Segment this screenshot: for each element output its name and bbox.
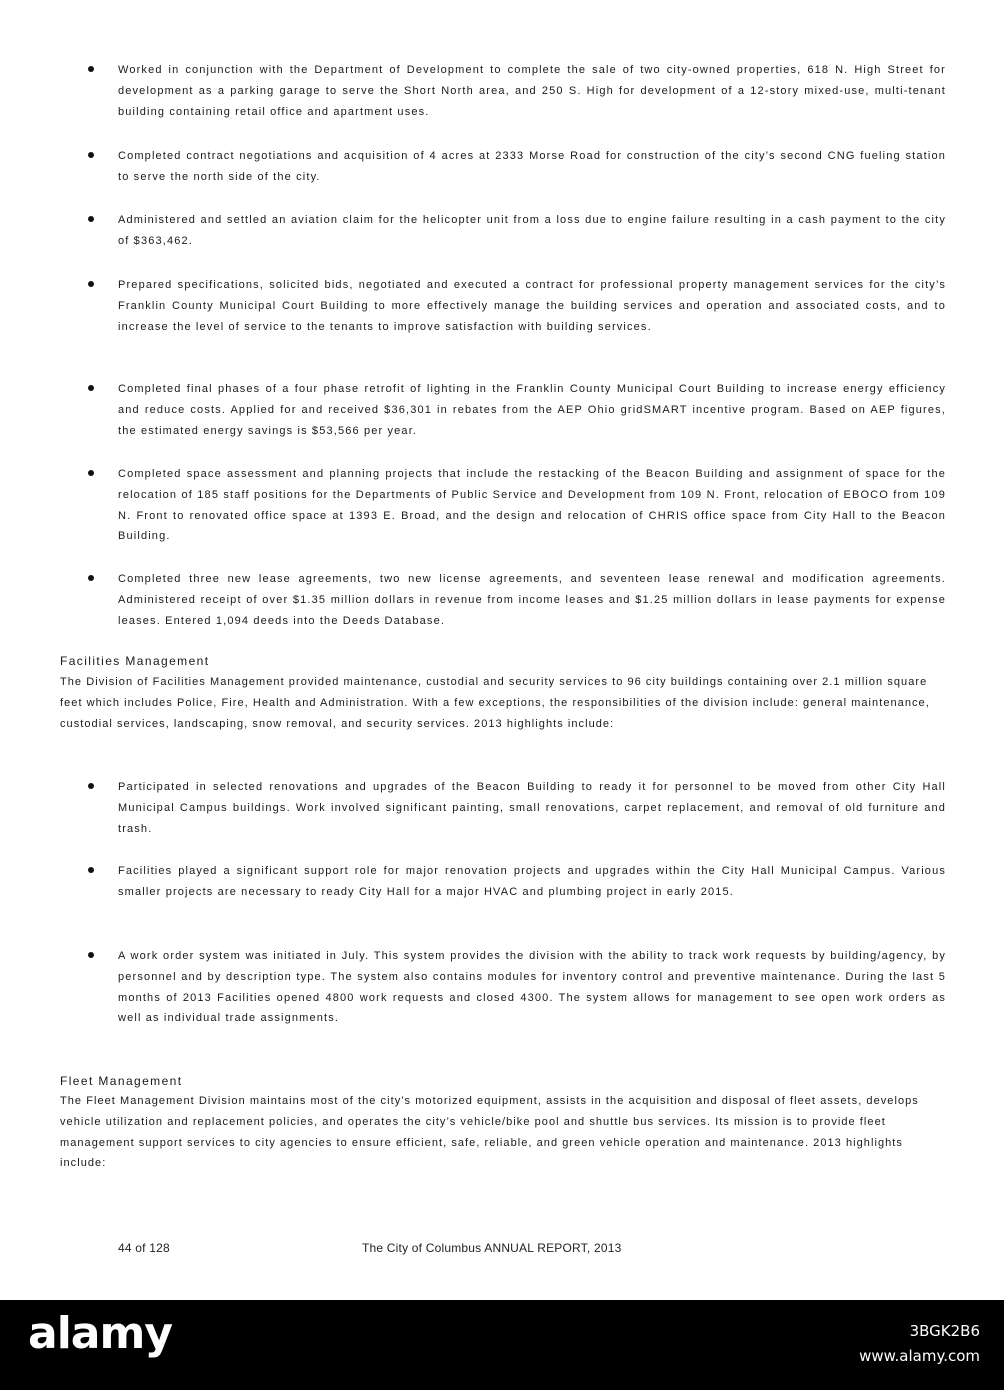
bullet-property-management: Prepared specifications, solicited bids, negotiated and executed a contract for professional property management services for the city’s Franklin County Municipal Court Building to more effectively manage the building services and operation and associated costs, and to increase the level of service to the tenants to improve satisfaction with building services. — [88, 275, 946, 337]
facilities-intro: The Division of Facilities Management provided maintenance, custodial and security services to 96 city buildings containing over 2.1 million square feet which includes Police, Fire, Health and Administration. With a few exceptions, the responsibilities of the division include: general maintenance, custodial services, landscaping, snow removal, and security services. 2013 highlights include: — [60, 676, 930, 730]
bullet-work-order-system: A work order system was initiated in July. This system provides the division with the ability to track work requests by building/agency, by personnel and by description type. The system also contains modules for inventory control and preventive maintenance. During the last 5 months of 2013 Facilities opened 4800 work requests and closed 4300. The system allows for management to see open work orders as well as individual trade assignments. — [88, 946, 946, 1029]
bullet-lease-agreements: Completed three new lease agreements, two new license agreements, and seventeen lease renewal and modification agreements. Administered receipt of over $1.35 million dollars in revenue from income leases and $1.25 million dollars in lease payments for expense leases. Entered 1,094 deeds into the Deeds Database. — [88, 569, 946, 631]
image-id: 3BGK2B6 — [909, 1322, 980, 1340]
page-number: 44 of 128 — [118, 1241, 170, 1255]
fleet-intro: The Fleet Management Division maintains most of the city’s motorized equipment, assists in the acquisition and disposal of fleet assets, develops vehicle utilization and replacement policies, and operates the city’s vehicle/bike pool and shuttle bus services. Its mission is to provide fleet management support services to city agencies to ensure efficient, safe, reliable, and green vehicle operation and maintenance. 2013 highlights include: — [60, 1095, 919, 1170]
bullet-city-hall-support: Facilities played a significant support role for major renovation projects and upgrades within the City Hall Municipal Campus. Various smaller projects are necessary to ready City Hall for a major HVAC and plumbing project in early 2015. — [88, 861, 946, 903]
bullet-space-assessment: Completed space assessment and planning projects that include the restacking of the Beacon Building and assignment of space for the relocation of 185 staff positions for the Departments of Public Service and Development from 109 N. Front, relocation of EBOCO from 109 N. Front to renovated office space at 1393 E. Broad, and the design and relocation of CHRIS office space from City Hall to the Beacon Building. — [88, 464, 946, 547]
bullet-property-sale: Worked in conjunction with the Department of Development to complete the sale of two city-owned properties, 618 N. High Street for development as a parking garage to serve the Short North area, and 250 S. High for development of a 12-story mixed-use, multi-tenant building containing retail office and apartment uses. — [88, 60, 946, 122]
bullet-lighting-retrofit: Completed final phases of a four phase retrofit of lighting in the Franklin County Municipal Court Building to increase energy efficiency and reduce costs. Applied for and received $36,301 in rebates from the AEP Ohio gridSMART incentive program. Based on AEP figures, the estimated energy savings is $53,566 per year. — [88, 379, 946, 441]
facilities-heading: Facilities Management — [60, 654, 210, 668]
alamy-logo: alamy — [28, 1308, 172, 1359]
report-title: The City of Columbus ANNUAL REPORT, 2013 — [362, 1241, 622, 1255]
site-url: www.alamy.com — [859, 1347, 980, 1365]
fleet-heading: Fleet Management — [60, 1074, 183, 1088]
bullet-cng-station: Completed contract negotiations and acquisition of 4 acres at 2333 Morse Road for construction of the city’s second CNG fueling station to serve the north side of the city. — [88, 146, 946, 188]
bullet-beacon-renovation: Participated in selected renovations and upgrades of the Beacon Building to ready it for personnel to be moved from other City Hall Municipal Campus buildings. Work involved significant painting, small renovations, carpet replacement, and removal of old furniture and trash. — [88, 777, 946, 839]
bullet-aviation-claim: Administered and settled an aviation claim for the helicopter unit from a loss due to engine failure resulting in a cash payment to the city of $363,462. — [88, 210, 946, 252]
